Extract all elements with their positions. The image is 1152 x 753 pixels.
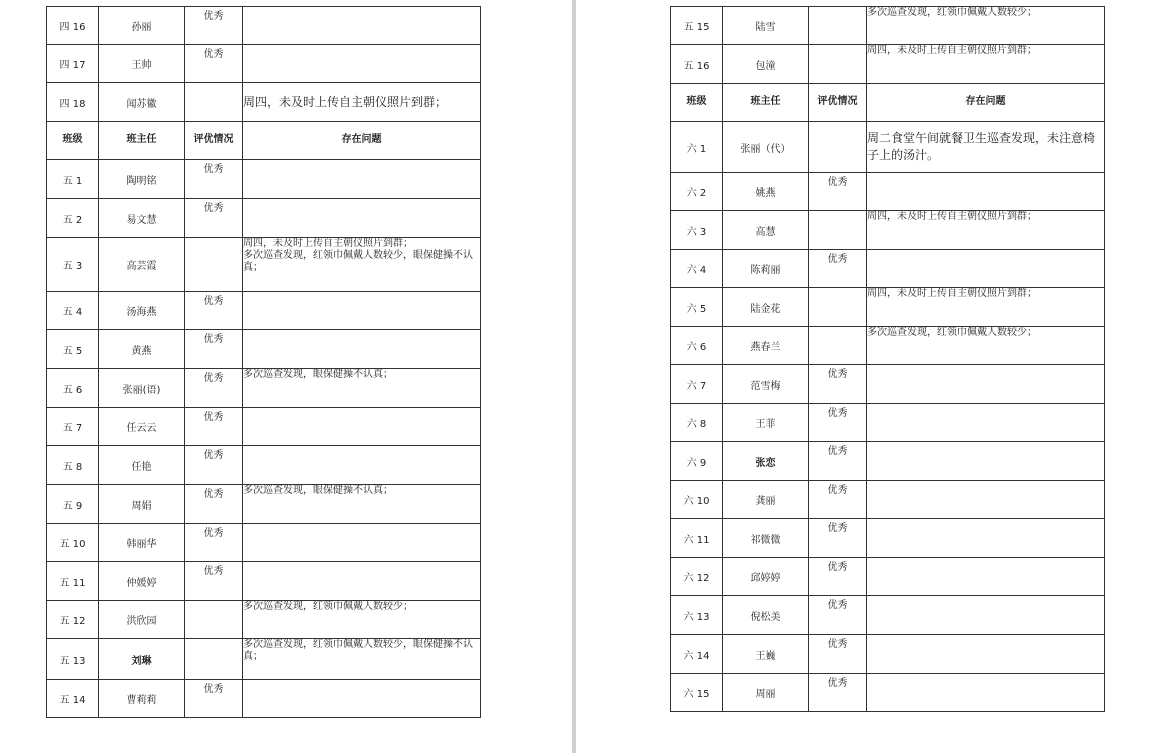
teacher-cell: 周娟 <box>99 485 185 524</box>
rating-cell <box>185 639 243 680</box>
teacher-cell: 周丽 <box>723 674 809 712</box>
issues-cell <box>867 481 1105 519</box>
teacher-cell: 高芸霞 <box>99 238 185 292</box>
teacher-cell: 邱婷婷 <box>723 558 809 596</box>
table-row <box>47 562 481 601</box>
class-cell: 六 11 <box>671 519 723 558</box>
table-row <box>671 250 1105 288</box>
teacher-cell: 张丽(语) <box>99 369 185 408</box>
issues-cell <box>243 601 481 639</box>
header-class: 班级 <box>47 122 99 160</box>
teacher-cell: 闻苏徽 <box>99 83 185 122</box>
class-cell: 六 12 <box>671 558 723 596</box>
table-row <box>671 7 1105 45</box>
issue-text: 多次巡查发现，红领巾佩戴人数较少； <box>867 7 1037 18</box>
class-cell: 六 5 <box>671 288 723 327</box>
table-row <box>671 211 1105 250</box>
table-row <box>47 524 481 562</box>
issue-text: 周四，未及时上传自主朝仪照片到群； <box>867 211 1037 222</box>
table-row <box>671 404 1105 442</box>
class-cell: 五 3 <box>47 238 99 292</box>
teacher-cell: 任艳 <box>99 446 185 485</box>
issues-cell <box>243 330 481 369</box>
class-cell: 六 7 <box>671 365 723 404</box>
teacher-cell: 刘琳 <box>99 639 185 680</box>
table-row <box>671 365 1105 404</box>
issue-text: 周二食堂午间就餐卫生巡查发现，未注意椅子上的汤汁。 <box>867 131 1096 162</box>
issue-text: 多次巡查发现，红领巾佩戴人数较少，眼保健操不认真； <box>243 250 473 273</box>
class-cell: 五 8 <box>47 446 99 485</box>
issues-cell <box>867 122 1105 173</box>
issues-cell <box>243 7 481 45</box>
class-cell: 五 5 <box>47 330 99 369</box>
rating-cell: 优秀 <box>809 173 867 211</box>
table-row <box>47 639 481 680</box>
issues-cell <box>867 250 1105 288</box>
table-row <box>671 558 1105 596</box>
issues-cell <box>867 674 1105 712</box>
rating-cell <box>809 211 867 250</box>
header-teacher: 班主任 <box>723 84 809 122</box>
rating-cell: 优秀 <box>809 365 867 404</box>
issues-cell <box>867 442 1105 481</box>
rating-cell: 优秀 <box>809 404 867 442</box>
rating-cell: 优秀 <box>185 330 243 369</box>
rating-cell: 优秀 <box>809 674 867 712</box>
rating-cell: 优秀 <box>809 635 867 674</box>
class-cell: 五 4 <box>47 292 99 330</box>
issue-text: 周四，未及时上传自主朝仪照片到群； <box>867 288 1037 299</box>
class-cell: 五 16 <box>671 45 723 84</box>
table-row <box>47 369 481 408</box>
teacher-cell: 张恋 <box>723 442 809 481</box>
page-divider <box>572 0 576 753</box>
class-cell: 五 12 <box>47 601 99 639</box>
rating-cell <box>809 7 867 45</box>
rating-cell <box>185 238 243 292</box>
issues-cell <box>243 292 481 330</box>
rating-cell: 优秀 <box>185 680 243 718</box>
issue-text: 多次巡查发现，眼保健操不认真； <box>243 485 393 496</box>
issues-cell <box>243 83 481 122</box>
teacher-cell: 陶明铭 <box>99 160 185 199</box>
table-row <box>671 635 1105 674</box>
table-row <box>47 485 481 524</box>
table-row <box>671 122 1105 173</box>
issues-cell <box>243 485 481 524</box>
class-cell: 五 2 <box>47 199 99 238</box>
class-cell: 四 16 <box>47 7 99 45</box>
table-row <box>47 7 481 45</box>
table-row <box>671 596 1105 635</box>
teacher-cell: 王菲 <box>723 404 809 442</box>
issue-text: 多次巡查发现，红领巾佩戴人数较少； <box>867 327 1037 338</box>
issues-cell <box>867 327 1105 365</box>
teacher-cell: 范雪梅 <box>723 365 809 404</box>
table-header-row <box>47 122 481 160</box>
issues-cell <box>867 365 1105 404</box>
header-rating: 评优情况 <box>809 84 867 122</box>
table-row <box>47 45 481 83</box>
class-cell: 五 7 <box>47 408 99 446</box>
teacher-cell: 陆金花 <box>723 288 809 327</box>
class-cell: 五 15 <box>671 7 723 45</box>
header-issues: 存在问题 <box>867 84 1105 122</box>
header-teacher: 班主任 <box>99 122 185 160</box>
rating-cell: 优秀 <box>185 524 243 562</box>
issues-cell <box>243 524 481 562</box>
class-cell: 六 9 <box>671 442 723 481</box>
class-cell: 六 3 <box>671 211 723 250</box>
issue-text: 多次巡查发现，红领巾佩戴人数较少，眼保健操不认真； <box>243 639 473 662</box>
table-row <box>47 83 481 122</box>
issues-cell <box>243 45 481 83</box>
rating-cell: 优秀 <box>185 408 243 446</box>
rating-cell <box>809 45 867 84</box>
rating-cell: 优秀 <box>185 369 243 408</box>
issues-cell <box>867 519 1105 558</box>
class-cell: 五 14 <box>47 680 99 718</box>
issues-cell <box>867 288 1105 327</box>
table-row <box>47 446 481 485</box>
issues-cell <box>243 199 481 238</box>
issues-cell <box>867 173 1105 211</box>
issues-cell <box>867 635 1105 674</box>
teacher-cell: 汤海燕 <box>99 292 185 330</box>
teacher-cell: 姚燕 <box>723 173 809 211</box>
class-cell: 六 13 <box>671 596 723 635</box>
rating-cell: 优秀 <box>809 250 867 288</box>
table-row <box>47 199 481 238</box>
class-cell: 六 6 <box>671 327 723 365</box>
header-rating: 评优情况 <box>185 122 243 160</box>
class-cell: 六 4 <box>671 250 723 288</box>
table-row <box>671 481 1105 519</box>
right-evaluation-table <box>670 6 1105 712</box>
rating-cell: 优秀 <box>185 160 243 199</box>
table-row <box>671 288 1105 327</box>
rating-cell: 优秀 <box>185 292 243 330</box>
class-cell: 六 14 <box>671 635 723 674</box>
class-cell: 五 9 <box>47 485 99 524</box>
table-row <box>47 601 481 639</box>
rating-cell: 优秀 <box>809 481 867 519</box>
issues-cell <box>867 211 1105 250</box>
issues-cell <box>243 408 481 446</box>
left-evaluation-table <box>46 6 481 718</box>
teacher-cell: 曹莉莉 <box>99 680 185 718</box>
issue-text: 周四，未及时上传自主朝仪照片到群； <box>867 45 1037 56</box>
teacher-cell: 祁微微 <box>723 519 809 558</box>
teacher-cell: 任云云 <box>99 408 185 446</box>
teacher-cell: 燕春兰 <box>723 327 809 365</box>
rating-cell: 优秀 <box>809 442 867 481</box>
rating-cell: 优秀 <box>809 558 867 596</box>
table-row <box>671 45 1105 84</box>
issue-text: 周四，未及时上传自主朝仪照片到群； <box>243 94 448 109</box>
table-row <box>671 442 1105 481</box>
issue-text: 多次巡查发现，红领巾佩戴人数较少； <box>243 601 413 612</box>
table-row <box>47 408 481 446</box>
table-row <box>47 330 481 369</box>
rating-cell: 优秀 <box>185 45 243 83</box>
class-cell: 五 6 <box>47 369 99 408</box>
table-row <box>47 238 481 292</box>
teacher-cell: 王帅 <box>99 45 185 83</box>
issues-cell <box>243 369 481 408</box>
header-issues: 存在问题 <box>243 122 481 160</box>
teacher-cell: 倪松美 <box>723 596 809 635</box>
issues-cell <box>243 562 481 601</box>
issues-cell <box>867 45 1105 84</box>
issues-cell <box>867 404 1105 442</box>
issues-cell <box>867 596 1105 635</box>
class-cell: 六 2 <box>671 173 723 211</box>
rating-cell: 优秀 <box>809 519 867 558</box>
issues-cell <box>867 558 1105 596</box>
rating-cell <box>809 288 867 327</box>
teacher-cell: 王巍 <box>723 635 809 674</box>
rating-cell: 优秀 <box>809 596 867 635</box>
issues-cell <box>243 680 481 718</box>
teacher-cell: 易文慧 <box>99 199 185 238</box>
issues-cell <box>243 639 481 680</box>
teacher-cell: 龚丽 <box>723 481 809 519</box>
class-cell: 六 10 <box>671 481 723 519</box>
issue-text: 周四，未及时上传自主朝仪照片到群； <box>243 238 413 249</box>
rating-cell: 优秀 <box>185 485 243 524</box>
teacher-cell: 黄燕 <box>99 330 185 369</box>
class-cell: 六 1 <box>671 122 723 173</box>
rating-cell: 优秀 <box>185 562 243 601</box>
class-cell: 六 8 <box>671 404 723 442</box>
teacher-cell: 陈莉丽 <box>723 250 809 288</box>
table-row <box>671 674 1105 712</box>
issue-text: 多次巡查发现，眼保健操不认真； <box>243 369 393 380</box>
table-row <box>671 519 1105 558</box>
header-class: 班级 <box>671 84 723 122</box>
issues-cell <box>243 446 481 485</box>
rating-cell <box>809 327 867 365</box>
teacher-cell: 陆雪 <box>723 7 809 45</box>
table-row <box>47 680 481 718</box>
rating-cell: 优秀 <box>185 7 243 45</box>
class-cell: 五 10 <box>47 524 99 562</box>
rating-cell: 优秀 <box>185 446 243 485</box>
teacher-cell: 张丽（代） <box>723 122 809 173</box>
rating-cell <box>185 83 243 122</box>
class-cell: 五 11 <box>47 562 99 601</box>
issues-cell <box>867 7 1105 45</box>
class-cell: 五 13 <box>47 639 99 680</box>
rating-cell <box>185 601 243 639</box>
issues-cell <box>243 238 481 292</box>
class-cell: 四 18 <box>47 83 99 122</box>
class-cell: 四 17 <box>47 45 99 83</box>
class-cell: 五 1 <box>47 160 99 199</box>
table-row <box>47 160 481 199</box>
teacher-cell: 韩丽华 <box>99 524 185 562</box>
teacher-cell: 仲媛婷 <box>99 562 185 601</box>
teacher-cell: 洪欣园 <box>99 601 185 639</box>
table-row <box>671 173 1105 211</box>
class-cell: 六 15 <box>671 674 723 712</box>
table-row <box>671 327 1105 365</box>
teacher-cell: 包潼 <box>723 45 809 84</box>
rating-cell: 优秀 <box>185 199 243 238</box>
table-header-row <box>671 84 1105 122</box>
rating-cell <box>809 122 867 173</box>
issues-cell <box>243 160 481 199</box>
teacher-cell: 孙丽 <box>99 7 185 45</box>
table-row <box>47 292 481 330</box>
teacher-cell: 高慧 <box>723 211 809 250</box>
